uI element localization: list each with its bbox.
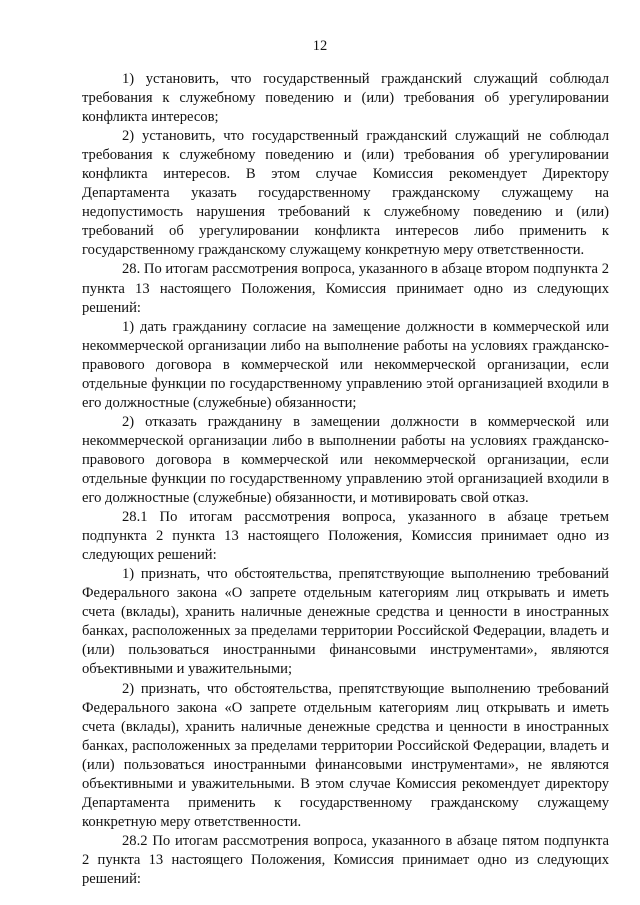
paragraph-28-item-2: 2) отказать гражданину в замещении должности в коммерческой или некоммерческой организации либо в выполнении работы на условиях гражданско-правового договора в коммерческой или некоммерческой организации, если отдельные функции по государственному управлению этой организацией входили в его должностные (служебные) обязанности, и мотивировать свой отказ. <box>82 413 609 507</box>
page-number: 12 <box>312 38 328 54</box>
paragraph-1-comply: 1) установить, что государственный гражданский служащий соблюдал требования к служебному поведению и (или) требования об урегулировании конфликта интересов; <box>82 71 609 126</box>
paragraph-28-1-item-1: 1) признать, что обстоятельства, препятствующие выполнению требований Федерального закона «О запрете отдельным категориям лиц открывать и иметь счета (вклады), хранить наличные денежные средства и ценности в иностранных банках, расположенных за пределами территории Российской Федерации, владеть и (или) пользоваться иностранными финансовыми инструментами», являются объективными и уважительными; <box>82 566 609 678</box>
paragraph-2-not-comply: 2) установить, что государственный гражданский служащий не соблюдал требования к служебному поведению и (или) требования об урегулировании конфликта интересов. В этом случае Комиссия рекомендует Директору Департамента указать государственному гражданскому служащему на недопустимость нарушения требований к служебному поведению и (или) требований об урегулировании конфликта интересов либо применить к государственному гражданскому служащему конкретную меру ответственности. <box>82 128 609 259</box>
paragraph-28-item-1: 1) дать гражданину согласие на замещение должности в коммерческой или некоммерческой организации либо на выполнение работы на условиях гражданско-правового договора в коммерческой или некоммерческой организации, если отдельные функции по государственному управлению этой организацией входили в его должностные (служебные) обязанности; <box>82 318 609 411</box>
document-body <box>82 70 609 889</box>
paragraph-28-1: 28.1 По итогам рассмотрения вопроса, указанного в абзаце третьем подпункта 2 пункта 13 настоящего Положения, Комиссия принимает одно из следующих решений: <box>82 509 609 564</box>
paragraph-28: 28. По итогам рассмотрения вопроса, указанного в абзаце втором подпункта 2 пункта 13 настоящего Положения, Комиссия принимает одно из следующих решений: <box>82 261 609 316</box>
paragraph-28-1-item-2: 2) признать, что обстоятельства, препятствующие выполнению требований Федерального закона «О запрете отдельным категориям лиц открывать и иметь счета (вклады), хранить наличные денежные средства и ценности в иностранных банках, расположенных за пределами территории Российской Федерации, владеть и (или) пользоваться иностранными финансовыми инструментами», не являются объективными и уважительными. В этом случае Комиссия рекомендует директору Департамента применить к государственному гражданскому служащему конкретную меру ответственности. <box>82 680 609 830</box>
paragraph-28-2: 28.2 По итогам рассмотрения вопроса, указанного в абзаце пятом подпункта 2 пункта 13 настоящего Положения, Комиссия принимает одно из следующих решений: <box>82 832 609 887</box>
